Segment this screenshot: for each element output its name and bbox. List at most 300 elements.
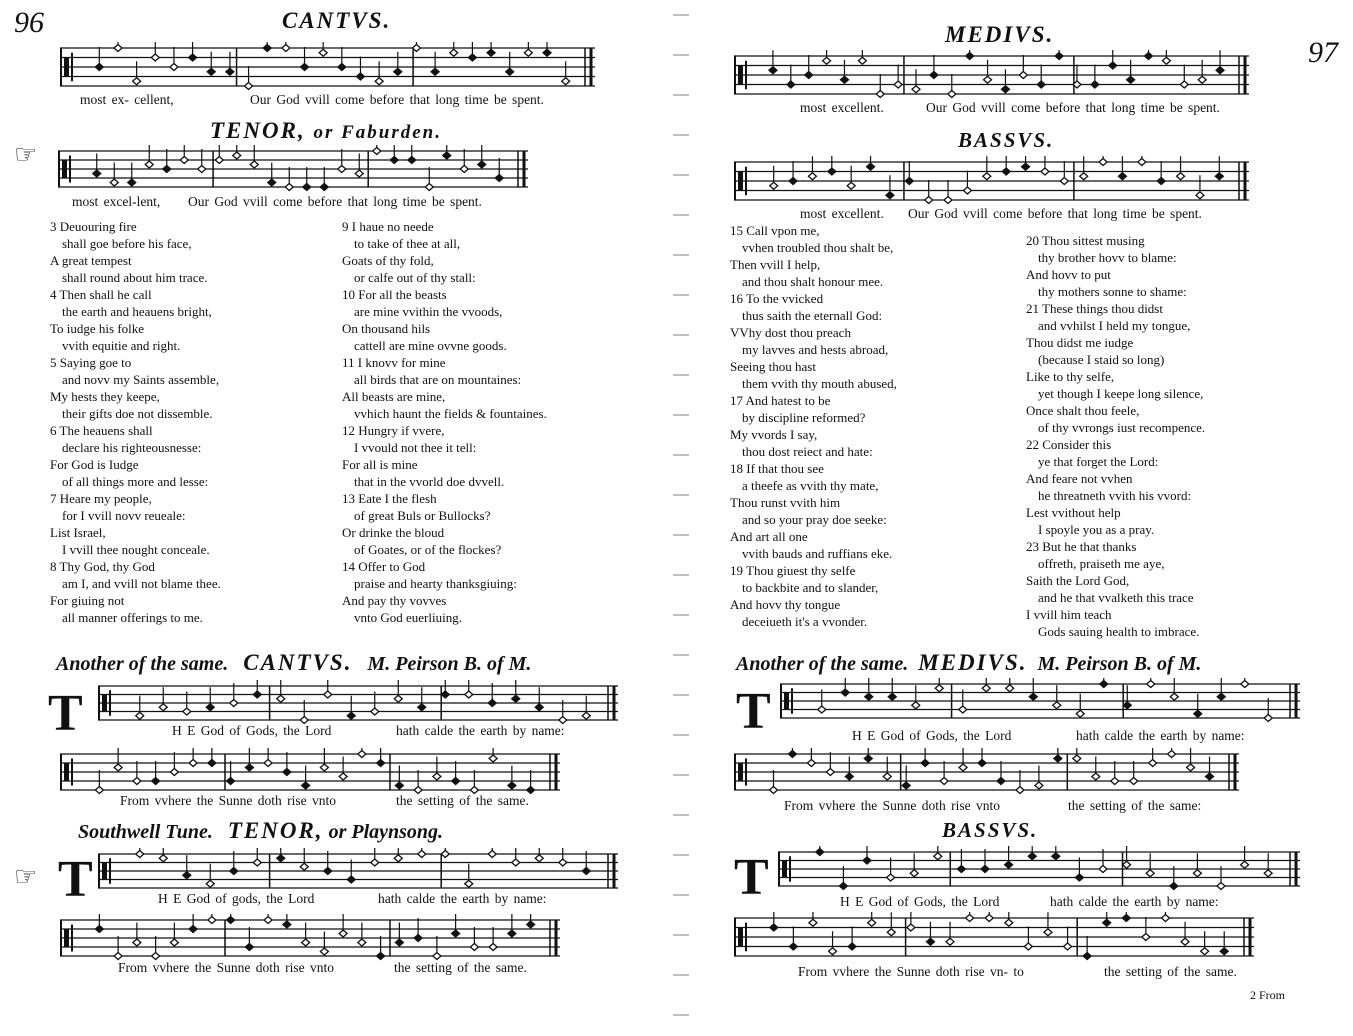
music-note [189, 926, 197, 933]
music-note [816, 849, 824, 856]
music-note [535, 855, 543, 862]
music-note [1075, 874, 1083, 881]
music-note [940, 778, 948, 785]
music-note [1217, 693, 1225, 700]
music-note [159, 704, 167, 711]
music-note [443, 152, 451, 159]
music-note [433, 773, 441, 780]
music-note [460, 166, 468, 173]
verse-line: Thou runst vvith him [730, 495, 841, 510]
another-label: Another of the same. [736, 653, 909, 675]
music-note [1099, 159, 1107, 166]
verse-line: And hovv to put [1026, 267, 1111, 282]
music-note [408, 157, 416, 164]
pointing-hand-icon-2: ☞ [14, 862, 38, 891]
tenor-staff [58, 145, 528, 193]
music-note [183, 872, 191, 879]
verse-line: Thou didst me iudge [1026, 335, 1134, 350]
bassus-lyric-2: Our God vvill come before that long time be spent. [908, 206, 1202, 221]
verse-line: For giuing not [50, 593, 125, 608]
music-note [1168, 751, 1176, 758]
music-note [1216, 67, 1224, 74]
music-note [1016, 787, 1024, 794]
music-note [865, 693, 873, 700]
music-note [902, 782, 910, 789]
music-note [302, 939, 310, 946]
staff-2-lyric-1: From vvhere the Sunne doth rise vnto [120, 793, 336, 808]
music-note [1041, 168, 1049, 175]
music-note [997, 778, 1005, 785]
music-note [170, 769, 178, 776]
tenor-title [210, 118, 442, 144]
another-author: M. Peirson B. of M. [367, 653, 532, 675]
music-note [1076, 710, 1084, 717]
music-note [1022, 163, 1030, 170]
music-note [301, 64, 309, 71]
tenor-lyric-1: most excel-lent, [72, 194, 161, 209]
another-label: Another of the same. [56, 653, 229, 675]
music-note [300, 863, 308, 870]
music-note [562, 78, 570, 85]
music-note [358, 939, 366, 946]
music-note [1005, 919, 1013, 926]
music-note [152, 953, 160, 960]
staff-1-lyric-2: hath calde the earth by name: [1076, 728, 1245, 743]
music-note [452, 930, 460, 937]
music-note [114, 953, 122, 960]
music-note [1149, 760, 1157, 767]
music-note [159, 855, 167, 862]
verse-line: 3 Deuouring fire [50, 219, 137, 234]
music-note [268, 179, 276, 186]
music-note [283, 921, 291, 928]
verse-line: of thy vvrongs iust recompence. [1038, 420, 1206, 435]
music-note [508, 930, 516, 937]
music-note [1196, 192, 1204, 199]
staff-3-lyric-1: H E God of Gods, the Lord [840, 894, 1000, 909]
verse-line: my lavves and hests abroad, [742, 342, 889, 357]
verse-line: am I, and vvill not blame thee. [62, 576, 221, 591]
music-note [944, 197, 952, 204]
music-note [1123, 861, 1131, 868]
music-note [926, 938, 934, 945]
verse-line: 19 Thou giuest thy selfe [730, 563, 856, 578]
staff-4 [60, 914, 560, 962]
music-note [394, 695, 402, 702]
music-note [905, 178, 913, 185]
music-note [1044, 929, 1052, 936]
verse-line: vvhich haunt the fields & fountaines. [354, 406, 547, 421]
music-note [277, 695, 285, 702]
music-note [233, 152, 241, 159]
tenor-lyric-2: Our God vvill come before that long time be spent. [188, 194, 482, 209]
music-note [488, 851, 496, 858]
music-note [253, 691, 261, 698]
music-note [982, 685, 990, 692]
music-note [1241, 861, 1249, 868]
music-note [1241, 681, 1249, 688]
music-note [418, 704, 426, 711]
bassus-staff [734, 156, 1249, 206]
music-note [371, 859, 379, 866]
verse-line: I spoyle you as a pray. [1038, 522, 1155, 537]
verse-line: For all is mine [342, 457, 418, 472]
verse-line: and vvhilst I held my tongue, [1038, 318, 1191, 333]
verse-line: Then vvill I help, [730, 257, 821, 272]
verse-line: A great tempest [50, 253, 132, 268]
music-note [1170, 883, 1178, 890]
music-note [215, 157, 223, 164]
music-note [512, 859, 520, 866]
initial-letter: T [736, 683, 771, 740]
verse-line: all manner offerings to me. [62, 610, 203, 625]
music-note [1029, 693, 1037, 700]
bassus-title-2: BASSVS. [942, 818, 1039, 842]
page-number: 96 [14, 6, 44, 39]
music-note [582, 868, 590, 875]
verse-line: 14 Offer to God [342, 559, 426, 574]
music-note [841, 689, 849, 696]
music-note [1118, 173, 1126, 180]
music-note [373, 148, 381, 155]
verse-line: and so your pray doe seeke: [742, 512, 887, 527]
music-note [277, 855, 285, 862]
southwell-heading [78, 818, 443, 844]
verse-line: And hovv thy tongue [730, 597, 841, 612]
music-note [320, 184, 328, 191]
music-note [1099, 866, 1107, 873]
verse-line: 9 I haue no neede [342, 219, 434, 234]
music-note [339, 773, 347, 780]
music-note [1028, 853, 1036, 860]
page-number: 97 [1308, 36, 1338, 69]
music-note [886, 192, 894, 199]
music-note [1206, 773, 1214, 780]
cantus-staff [60, 42, 595, 92]
music-note [867, 163, 875, 170]
music-note [1264, 870, 1272, 877]
music-note [282, 45, 290, 52]
music-note [1080, 173, 1088, 180]
verses-column-1 [730, 222, 897, 630]
music-note [935, 685, 943, 692]
verse-line: their gifts doe not dissemble. [62, 406, 213, 421]
music-note [355, 170, 363, 177]
music-note [823, 57, 831, 64]
music-note [356, 73, 364, 80]
cantus-lyric-1: most ex- cellent, [80, 92, 174, 107]
music-note [930, 72, 938, 79]
music-note [189, 760, 197, 767]
verse-line: My vvords I say, [730, 427, 818, 442]
music-note [245, 944, 253, 951]
another-voice: MEDIVS. [918, 650, 1028, 675]
verse-line: 11 I knovv for mine [342, 355, 446, 370]
verse-line: ye that forget the Lord: [1038, 454, 1159, 469]
verse-line: Seeing thou hast [730, 359, 816, 374]
music-note [912, 702, 920, 709]
verse-line: 8 Thy God, thy God [50, 559, 155, 574]
verse-line: 21 These things thou didst [1026, 301, 1163, 316]
music-note [371, 708, 379, 715]
southwell-voice: TENOR, [227, 818, 324, 843]
book-gutter [673, 0, 689, 1036]
music-note [959, 764, 967, 771]
verse-line: 6 The heauens shall [50, 423, 153, 438]
bassus-title: BASSVS. [958, 128, 1055, 152]
verse-line: VVhy dost thou preach [730, 325, 851, 340]
music-note [230, 700, 238, 707]
verse-line: the earth and heauens bright, [62, 304, 212, 319]
verse-line: My hests they keepe, [50, 389, 160, 404]
verse-line: of great Buls or Bullocks? [354, 508, 491, 523]
music-note [1060, 178, 1068, 185]
music-note [512, 695, 520, 702]
music-note [110, 179, 118, 186]
music-note [358, 751, 366, 758]
music-note [808, 173, 816, 180]
music-note [450, 49, 458, 56]
music-note [375, 78, 383, 85]
music-note [208, 917, 216, 924]
music-note [425, 184, 433, 191]
verse-line: All beasts are mine, [342, 389, 446, 404]
music-note [1162, 57, 1170, 64]
verse-line: he threatneth vvith his vvord: [1038, 488, 1192, 503]
verse-line: 20 Thou sittest musing [1026, 233, 1145, 248]
staff-4 [734, 912, 1254, 962]
music-note [230, 868, 238, 875]
medius-lyric-1: most excellent. [800, 100, 884, 115]
music-note [1019, 72, 1027, 79]
verse-line: vnto God euerliuing. [354, 610, 462, 625]
music-note [338, 166, 346, 173]
another-heading [56, 650, 531, 676]
music-note [303, 184, 311, 191]
music-note [324, 868, 332, 875]
right-page [690, 0, 1353, 1036]
music-note [198, 166, 206, 173]
music-note [769, 787, 777, 794]
music-note [828, 168, 836, 175]
verse-line: Saith the Lord God, [1026, 573, 1130, 588]
verse-line: 16 To the vvicked [730, 291, 824, 306]
bassus-lyric-1: most excellent. [800, 206, 884, 221]
music-note [1193, 870, 1201, 877]
music-note [189, 54, 197, 61]
music-note [984, 76, 992, 83]
verse-line: of Goates, or of the flockes? [354, 542, 502, 557]
music-note [145, 161, 153, 168]
music-note [966, 53, 974, 60]
another-heading [736, 650, 1201, 676]
verse-line: or calfe out of thy stall: [354, 270, 476, 285]
music-note [487, 49, 495, 56]
music-note [95, 787, 103, 794]
music-note [1054, 755, 1062, 762]
music-note [1157, 178, 1165, 185]
staff-3 [98, 848, 618, 894]
music-note [1146, 870, 1154, 877]
music-note [133, 778, 141, 785]
verse-line: 5 Saying goe to [50, 355, 132, 370]
music-note [978, 760, 986, 767]
music-note [770, 924, 778, 931]
verse-line: all birds that are on mountaines: [354, 372, 522, 387]
music-note [1055, 53, 1063, 60]
verse-line: by discipline reformed? [742, 410, 866, 425]
music-note [163, 166, 171, 173]
music-note [840, 76, 848, 83]
music-note [468, 54, 476, 61]
music-note [921, 760, 929, 767]
music-note [543, 49, 551, 56]
music-note [818, 706, 826, 713]
verse-line: for I vvill novv reueale: [62, 508, 186, 523]
verse-line: them vvith thy mouth abused, [742, 376, 897, 391]
music-note [377, 760, 385, 767]
music-note [506, 68, 514, 75]
music-note [465, 691, 473, 698]
music-note [1201, 948, 1209, 955]
music-note [1198, 76, 1206, 83]
music-note [114, 45, 122, 52]
music-note [1194, 710, 1202, 717]
music-note [888, 693, 896, 700]
staff-1-lyric-1: H E God of Gods, the Lord [172, 723, 332, 738]
music-note [495, 175, 503, 182]
music-note [250, 161, 258, 168]
music-note [1111, 778, 1119, 785]
music-note [183, 708, 191, 715]
southwell-label: Southwell Tune. [78, 821, 213, 843]
verse-line: offreth, praiseth me aye, [1038, 556, 1165, 571]
tenor-title-part: TENOR, [210, 118, 306, 143]
initial-letter: T [48, 685, 83, 742]
music-note [264, 917, 272, 924]
music-note [1181, 938, 1189, 945]
music-note [963, 187, 971, 194]
verse-line: 22 Consider this [1026, 437, 1112, 452]
music-note [488, 700, 496, 707]
staff-2-lyric-2: the setting of the same. [396, 793, 529, 808]
verse-line: Once shalt thou feele, [1026, 403, 1140, 418]
music-note [1091, 81, 1099, 88]
verse-line: vvhen troubled thou shalt be, [742, 240, 894, 255]
staff-1-lyric-1: H E God of Gods, the Lord [852, 728, 1012, 743]
music-note [394, 855, 402, 862]
verse-line: (because I staid so long) [1038, 352, 1165, 367]
music-note [114, 764, 122, 771]
music-note [133, 939, 141, 946]
verse-line: a theefe as vvith thy mate, [742, 478, 879, 493]
music-note [946, 938, 954, 945]
verse-line: yet though I keepe long silence, [1038, 386, 1204, 401]
music-note [1092, 773, 1100, 780]
staff-2 [60, 748, 560, 796]
music-note [1215, 173, 1223, 180]
verse-line: deceiueth it's a vvonder. [742, 614, 868, 629]
music-note [151, 54, 159, 61]
music-note [887, 874, 895, 881]
music-note [582, 712, 590, 719]
staff-1 [780, 678, 1300, 724]
initial-letter-2: T [58, 851, 93, 908]
music-note [934, 853, 942, 860]
music-note [1161, 915, 1169, 922]
music-note [1083, 953, 1091, 960]
music-note [207, 68, 215, 75]
verse-line: cattell are mine ovvne goods. [354, 338, 507, 353]
music-note [894, 81, 902, 88]
music-note [452, 778, 460, 785]
verse-line: 7 Heare my people, [50, 491, 152, 506]
verse-line: Lest vvithout help [1026, 505, 1121, 520]
music-note [152, 778, 160, 785]
music-note [441, 851, 449, 858]
music-note [339, 930, 347, 937]
music-note [347, 876, 355, 883]
music-note [1122, 915, 1130, 922]
music-note [1100, 681, 1108, 688]
music-note [414, 935, 422, 942]
music-note [847, 182, 855, 189]
music-note [93, 170, 101, 177]
music-note [985, 915, 993, 922]
music-note [868, 919, 876, 926]
music-note [489, 944, 497, 951]
medius-title: MEDIVS. [945, 22, 1055, 47]
verse-line: 10 For all the beasts [342, 287, 447, 302]
music-note [829, 948, 837, 955]
music-note [319, 49, 327, 56]
music-note [245, 764, 253, 771]
music-note [395, 782, 403, 789]
music-note [302, 782, 310, 789]
music-note [253, 859, 261, 866]
music-note [559, 859, 567, 866]
left-page [0, 0, 672, 1036]
music-note [206, 704, 214, 711]
another-voice: CANTVS. [243, 650, 353, 675]
verse-line: List Israel, [50, 525, 106, 540]
music-note [948, 91, 956, 98]
verse-line: to backbite and to slander, [742, 580, 879, 595]
music-note [1109, 62, 1117, 69]
music-note [910, 870, 918, 877]
staff-2-lyric-2: the setting of the same: [1068, 798, 1202, 813]
music-note [1187, 764, 1195, 771]
music-note [128, 179, 136, 186]
music-note [925, 197, 933, 204]
music-note [1180, 81, 1188, 88]
verse-line: Or drinke the bloud [342, 525, 445, 540]
staff-2 [734, 748, 1239, 796]
music-note [805, 72, 813, 79]
verse-line: declare his righteousnesse: [62, 440, 202, 455]
verse-line: And art all one [730, 529, 808, 544]
music-note [1073, 755, 1081, 762]
tenor-title-subtitle: or Faburden. [313, 122, 442, 143]
music-note [508, 782, 516, 789]
medius-staff [734, 50, 1249, 100]
music-note [876, 91, 884, 98]
verse-line: praise and hearty thanksgiuing: [354, 576, 517, 591]
music-note [769, 67, 777, 74]
music-note [206, 880, 214, 887]
staff-3 [778, 846, 1300, 892]
verse-line: 13 Eate I the flesh [342, 491, 437, 506]
